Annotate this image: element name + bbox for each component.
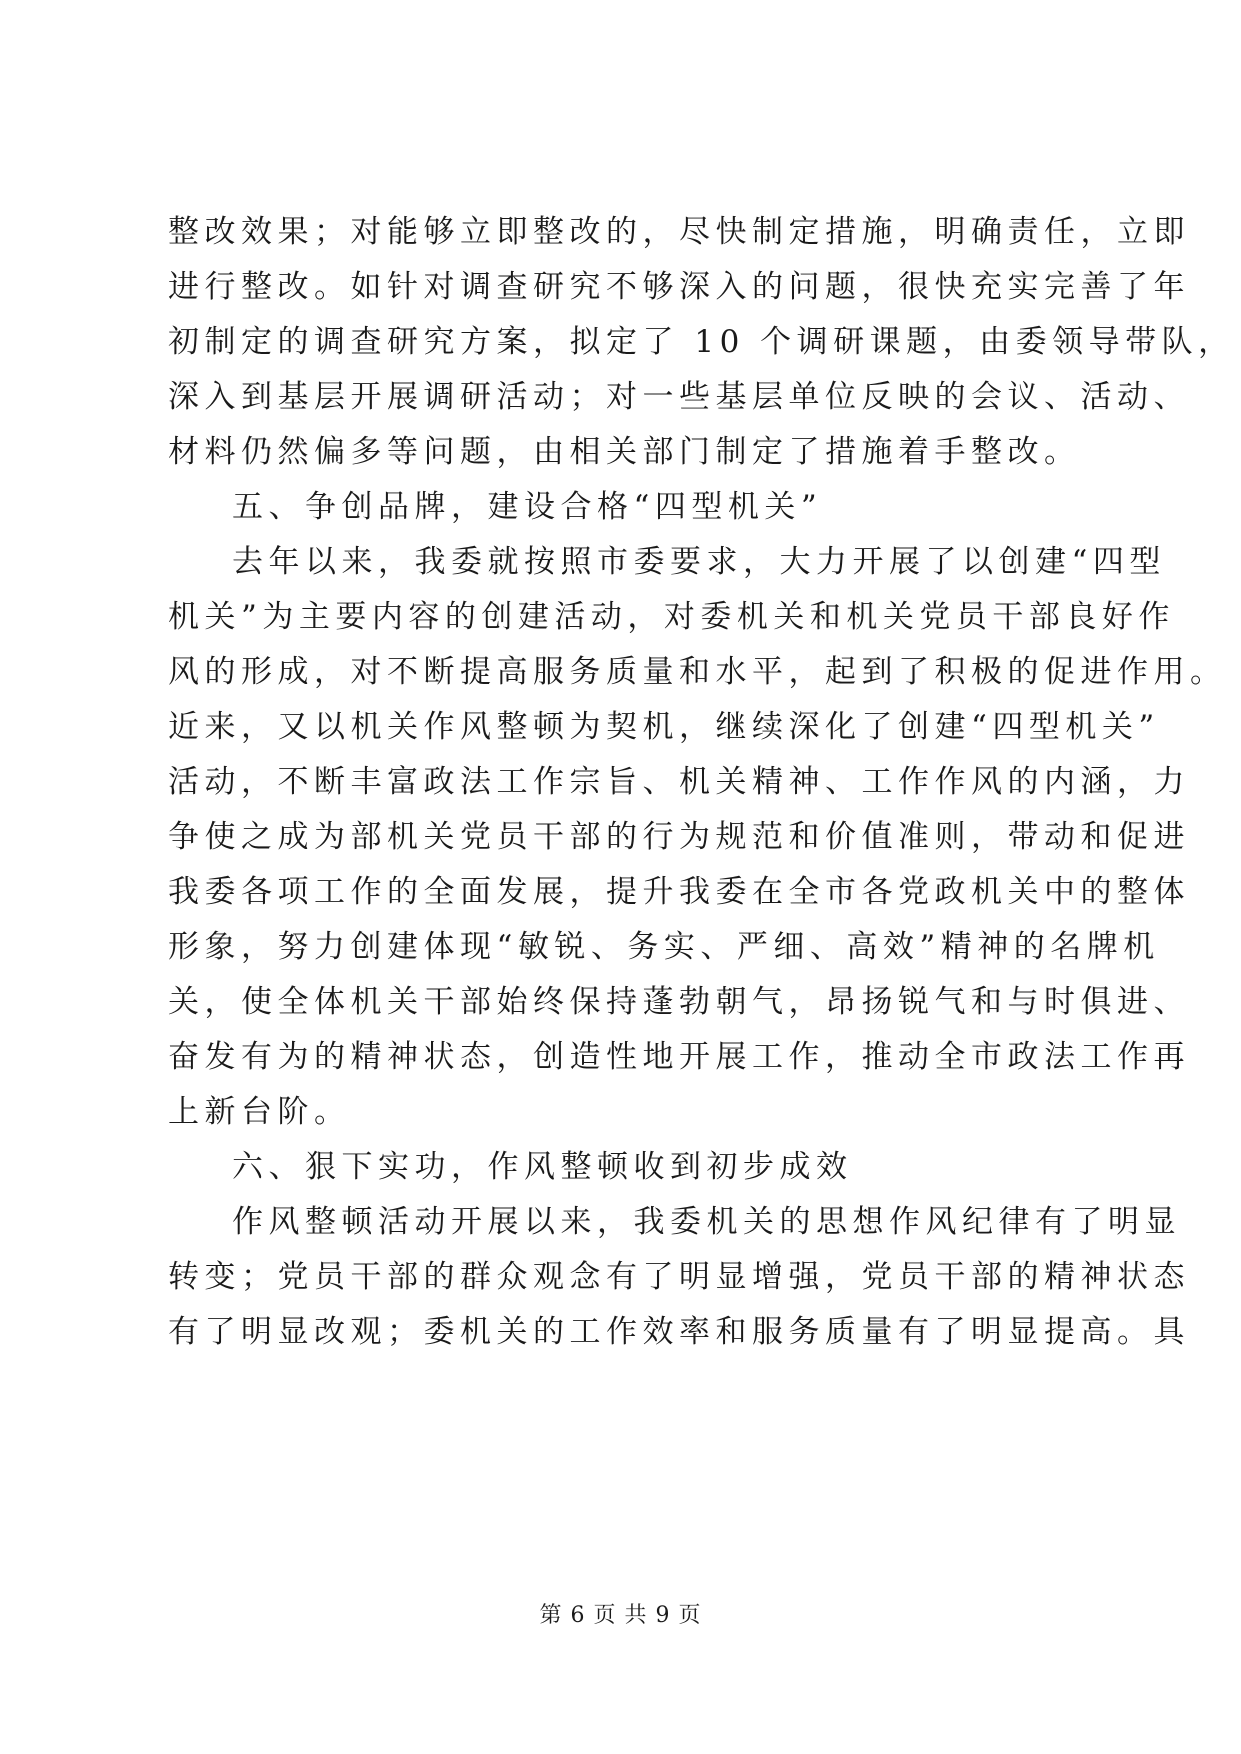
body-text-line: 进行整改。如针对调查研究不够深入的问题，很快充实完善了年 bbox=[168, 269, 1190, 305]
body-text-line: 有了明显改观；委机关的工作效率和服务质量有了明显提高。具 bbox=[168, 1314, 1190, 1350]
body-text-line: 初制定的调查研究方案，拟定了 10 个调研课题，由委领导带队， bbox=[168, 324, 1235, 360]
body-text-line: 整改效果；对能够立即整改的，尽快制定措施，明确责任，立即 bbox=[168, 214, 1190, 250]
body-text-line: 形象，努力创建体现“敏锐、务实、严细、高效”精神的名牌机 bbox=[168, 929, 1160, 965]
body-text-line: 我委各项工作的全面发展，提升我委在全市各党政机关中的整体 bbox=[168, 874, 1190, 910]
body-text-line: 去年以来，我委就按照市委要求，大力开展了以创建“四型 bbox=[232, 544, 1166, 580]
body-text-line: 转变；党员干部的群众观念有了明显增强，党员干部的精神状态 bbox=[168, 1259, 1190, 1295]
body-text-line: 近来，又以机关作风整顿为契机，继续深化了创建“四型机关” bbox=[168, 709, 1160, 745]
body-text-line: 材料仍然偏多等问题，由相关部门制定了措施着手整改。 bbox=[168, 434, 1081, 470]
body-text-line: 深入到基层开展调研活动；对一些基层单位反映的会议、活动、 bbox=[168, 379, 1190, 415]
body-text-line: 争使之成为部机关党员干部的行为规范和价值准则，带动和促进 bbox=[168, 819, 1190, 855]
page-number-footer: 第 6 页 共 9 页 bbox=[539, 1603, 702, 1628]
body-text-line: 上新台阶。 bbox=[168, 1094, 351, 1130]
section-heading: 五、争创品牌，建设合格“四型机关” bbox=[232, 489, 823, 525]
body-text-line: 活动，不断丰富政法工作宗旨、机关精神、工作作风的内涵，力 bbox=[168, 764, 1190, 800]
body-text-line: 奋发有为的精神状态，创造性地开展工作，推动全市政法工作再 bbox=[168, 1039, 1190, 1075]
body-text-line: 作风整顿活动开展以来，我委机关的思想作风纪律有了明显 bbox=[232, 1204, 1181, 1240]
body-text-line: 关，使全体机关干部始终保持蓬勃朝气，昂扬锐气和与时俱进、 bbox=[168, 984, 1190, 1020]
body-text-line: 风的形成，对不断提高服务质量和水平，起到了积极的促进作用。 bbox=[168, 654, 1227, 690]
section-heading: 六、狠下实功，作风整顿收到初步成效 bbox=[232, 1149, 853, 1185]
body-text-line: 机关”为主要内容的创建活动，对委机关和机关党员干部良好作 bbox=[168, 599, 1175, 635]
